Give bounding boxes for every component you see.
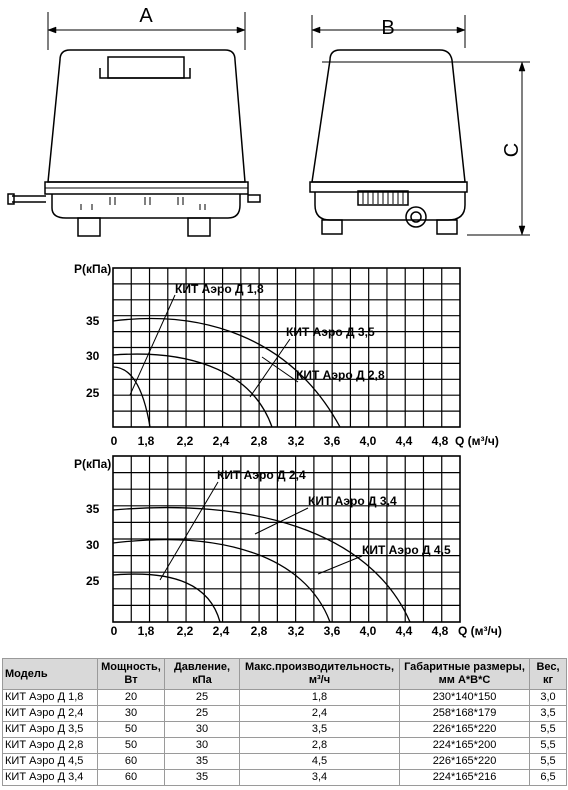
cell-max-flow: 1,8 <box>240 690 400 706</box>
cell-pressure: 25 <box>165 706 240 722</box>
cell-weight: 6,5 <box>530 770 567 786</box>
chart2-curve-1 <box>113 540 330 622</box>
chart2-xtick-2: 2,2 <box>176 624 194 638</box>
cell-model: КИТ Аэро Д 2,4 <box>3 706 98 722</box>
cell-dimensions: 230*140*150 <box>400 690 530 706</box>
table-header-row <box>3 659 567 690</box>
cell-dimensions: 258*168*179 <box>400 706 530 722</box>
table-row <box>3 738 567 754</box>
cell-power: 50 <box>98 738 165 754</box>
chart1-xtick-9: 4,8 <box>431 434 449 448</box>
chart2-x-axis-label: Q (м³/ч) <box>458 624 502 638</box>
cell-weight: 3,5 <box>530 706 567 722</box>
header-weight: Вес, кг <box>530 659 567 690</box>
chart1-curve-1 <box>113 354 272 427</box>
table-row <box>3 754 567 770</box>
chart1-xtick-3: 2,4 <box>212 434 230 448</box>
chart2-xtick-1: 1,8 <box>137 624 155 638</box>
cell-weight: 5,5 <box>530 722 567 738</box>
cell-power: 60 <box>98 754 165 770</box>
chart2-series-label-0: КИТ Аэро Д 2,4 <box>217 468 306 482</box>
cell-power: 30 <box>98 706 165 722</box>
cell-pressure: 30 <box>165 738 240 754</box>
chart1-grid <box>113 268 460 427</box>
chart2-ytick-0: 35 <box>86 502 100 516</box>
table-row <box>3 706 567 722</box>
cell-weight: 5,5 <box>530 738 567 754</box>
cell-pressure: 30 <box>165 722 240 738</box>
table-row <box>3 722 567 738</box>
chart1-curves <box>113 295 340 427</box>
chart1-xtick-2: 2,2 <box>176 434 194 448</box>
chart1-xtick-1: 1,8 <box>137 434 155 448</box>
chart1-series-label-0: КИТ Аэро Д 1,8 <box>175 282 264 296</box>
chart2-xtick-3: 2,4 <box>212 624 230 638</box>
cell-max-flow: 3,4 <box>240 770 400 786</box>
chart2-y-axis-label: P(кПа) <box>74 457 112 471</box>
cell-model: КИТ Аэро Д 3,5 <box>3 722 98 738</box>
chart1-xtick-6: 3,6 <box>323 434 341 448</box>
chart1-xtick-7: 4,0 <box>359 434 377 448</box>
header-model: Модель <box>3 659 98 690</box>
cell-max-flow: 2,8 <box>240 738 400 754</box>
cell-weight: 5,5 <box>530 754 567 770</box>
cell-dimensions: 224*165*200 <box>400 738 530 754</box>
chart1-xtick-4: 2,8 <box>250 434 268 448</box>
specifications-table <box>2 658 567 786</box>
cell-power: 50 <box>98 722 165 738</box>
chart1-y-axis-label: P(кПа) <box>74 262 112 276</box>
chart1-ytick-2: 25 <box>86 386 100 400</box>
cell-pressure: 25 <box>165 690 240 706</box>
cell-max-flow: 4,5 <box>240 754 400 770</box>
chart2-xticks <box>111 624 449 638</box>
chart1-leader-2 <box>262 357 298 382</box>
table-row <box>3 690 567 706</box>
chart2-leader-0 <box>160 482 218 580</box>
chart2-xtick-4: 2,8 <box>250 624 268 638</box>
cell-max-flow: 3,5 <box>240 722 400 738</box>
side-view <box>310 15 530 235</box>
chart1-series-label-2: КИТ Аэро Д 2,8 <box>296 368 385 382</box>
chart1-x-axis-label: Q (м³/ч) <box>455 434 499 448</box>
front-view <box>8 12 260 236</box>
cell-power: 60 <box>98 770 165 786</box>
cell-model: КИТ Аэро Д 2,8 <box>3 738 98 754</box>
chart2-ytick-1: 30 <box>86 538 100 552</box>
dim-c-label: C <box>501 142 523 158</box>
chart2-leader-1 <box>255 508 308 534</box>
cell-dimensions: 224*165*216 <box>400 770 530 786</box>
compressor-drawings <box>0 0 568 250</box>
pressure-flow-chart-2 <box>0 450 568 650</box>
chart2-xtick-9: 4,8 <box>431 624 449 638</box>
pressure-flow-chart-1 <box>0 255 568 455</box>
chart2-series-label-2: КИТ Аэро Д 4,5 <box>362 543 451 557</box>
header-dimensions: Габаритные размеры, мм А*В*С <box>400 659 530 690</box>
chart2-xtick-0: 0 <box>110 624 118 638</box>
cell-dimensions: 226*165*220 <box>400 754 530 770</box>
header-max-flow: Макс.производительность, м³/ч <box>240 659 400 690</box>
cell-model: КИТ Аэро Д 3,4 <box>3 770 98 786</box>
chart1-ytick-0: 35 <box>86 314 100 328</box>
cell-model: КИТ Аэро Д 1,8 <box>3 690 98 706</box>
cell-max-flow: 2,4 <box>240 706 400 722</box>
dim-b-label: B <box>381 17 395 39</box>
cell-weight: 3,0 <box>530 690 567 706</box>
chart1-xtick-5: 3,2 <box>287 434 305 448</box>
header-pressure: Давление, кПа <box>165 659 240 690</box>
header-power: Мощность, Вт <box>98 659 165 690</box>
chart1-xticks <box>111 434 449 448</box>
chart2-xtick-7: 4,0 <box>359 624 377 638</box>
cell-pressure: 35 <box>165 770 240 786</box>
table-row <box>3 770 567 786</box>
cell-power: 20 <box>98 690 165 706</box>
chart2-xtick-6: 3,6 <box>323 624 341 638</box>
cell-pressure: 35 <box>165 754 240 770</box>
chart2-series-label-1: КИТ Аэро Д 3,4 <box>308 494 397 508</box>
dim-a-label: A <box>139 5 153 27</box>
chart2-xtick-5: 3,2 <box>287 624 305 638</box>
cell-model: КИТ Аэро Д 4,5 <box>3 754 98 770</box>
chart1-xtick-8: 4,4 <box>395 434 413 448</box>
chart2-xtick-8: 4,4 <box>395 624 413 638</box>
chart1-ytick-1: 30 <box>86 349 100 363</box>
chart2-leader-2 <box>318 556 362 574</box>
chart1-series-label-1: КИТ Аэро Д 3,5 <box>286 325 375 339</box>
cell-dimensions: 226*165*220 <box>400 722 530 738</box>
chart2-ytick-2: 25 <box>86 574 100 588</box>
chart1-xtick-0: 0 <box>110 434 118 448</box>
